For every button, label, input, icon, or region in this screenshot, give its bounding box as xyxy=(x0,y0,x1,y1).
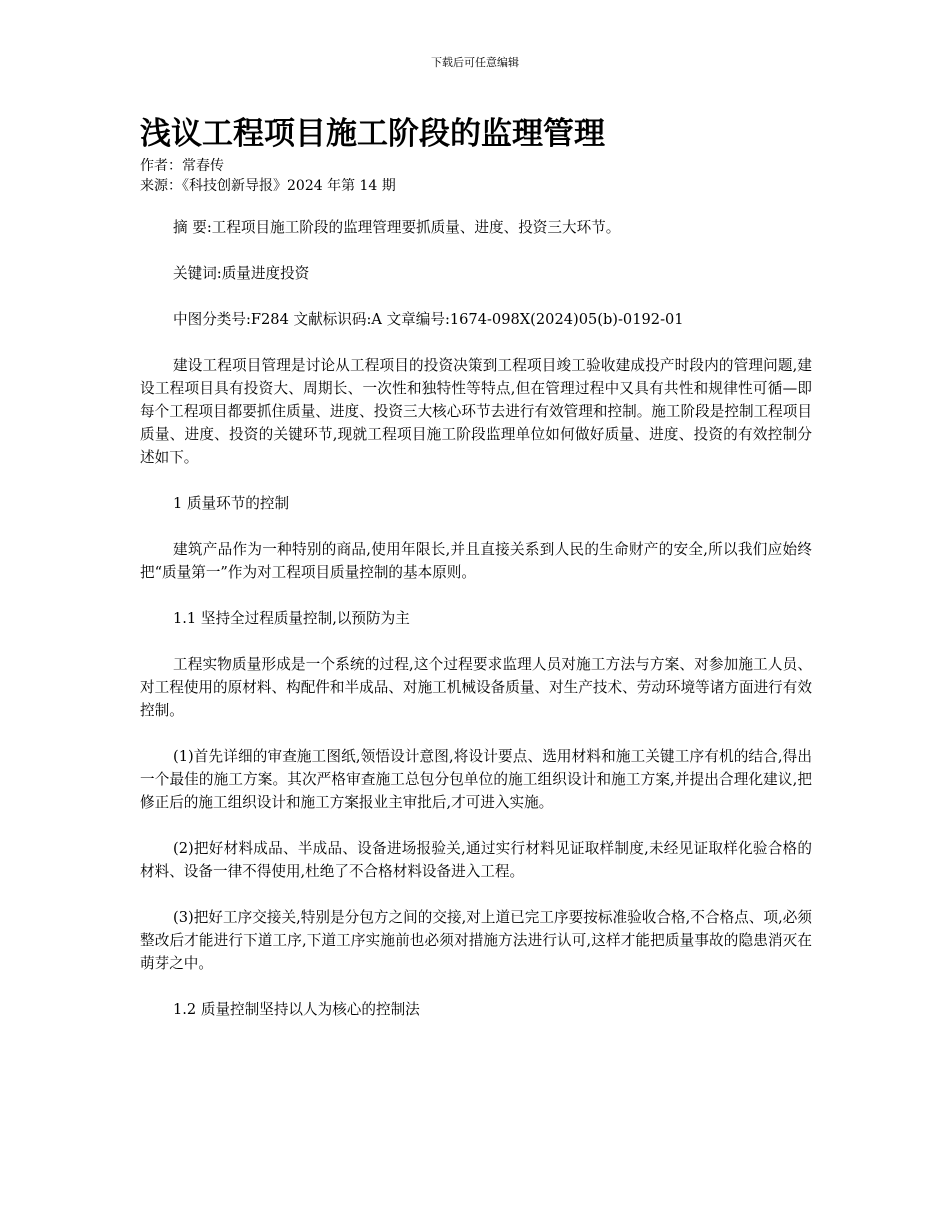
article-body xyxy=(140,112,812,1021)
source-line: 来源：《科技创新导报》2024 年第 14 期 xyxy=(140,178,396,194)
list-item-1: (1)首先详细的审查施工图纸,领悟设计意图,将设计要点、选用材料和施工关键工序有机的结合,得出一个最佳的施工方案。其次严格审查施工总包分包单位的施工组织设计和施工方案,并提出合理化建议,把修正后的施工组织设计和施工方案报业主审批后,才可进入实施。 xyxy=(140,748,812,811)
header-note: 下载后可任意编辑 xyxy=(431,56,519,69)
list-item-3: (3)把好工序交接关,特别是分包方之间的交接,对上道已完工序要按标准验收合格,不合格点、项,必须整改后才能进行下道工序,下道工序实施前也必须对措施方法进行认可,这样才能把质量事故的隐患消灭在萌芽之中。 xyxy=(140,909,812,972)
abstract: 摘 要:工程项目施工阶段的监理管理要抓质量、进度、投资三大环节。 xyxy=(173,219,621,236)
section-heading-1: 1 质量环节的控制 xyxy=(173,495,290,512)
author-line: 作者：常春传 xyxy=(140,158,224,174)
classification-line: 中图分类号:F284 文献标识码:A 文章编号:1674-098X(2024)05(b)-0192-01 xyxy=(173,311,684,328)
subsection-1-1-paragraph: 工程实物质量形成是一个系统的过程,这个过程要求监理人员对施工方法与方案、对参加施工人员、对工程使用的原材料、构配件和半成品、对施工机械设备质量、对生产技术、劳动环境等诸方面进行有效控制。 xyxy=(140,656,812,719)
list-item-2: (2)把好材料成品、半成品、设备进场报验关,通过实行材料见证取样制度,未经见证取样化验合格的材料、设备一律不得使用,杜绝了不合格材料设备进入工程。 xyxy=(140,840,812,880)
intro-paragraph: 建设工程项目管理是讨论从工程项目的投资决策到工程项目竣工验收建成投产时段内的管理问题,建设工程项目具有投资大、周期长、一次性和独特性等特点,但在管理过程中又具有共性和规律性可循—即每个工程项目都要抓住质量、进度、投资三大核心环节去进行有效管理和控制。施工阶段是控制工程项目质量、进度、投资的关键环节,现就工程项目施工阶段监理单位如何做好质量、进度、投资的有效控制分述如下。 xyxy=(140,357,812,466)
article-title: 浅议工程项目施工阶段的监理管理 xyxy=(140,116,605,152)
subsection-heading-1-1: 1.1 坚持全过程质量控制,以预防为主 xyxy=(173,610,410,627)
section-1-paragraph: 建筑产品作为一种特别的商品,使用年限长,并且直接关系到人民的生命财产的安全,所以我们应始终把“质量第一”作为对工程项目质量控制的基本原则。 xyxy=(140,541,812,581)
subsection-heading-1-2: 1.2 质量控制坚持以人为核心的控制法 xyxy=(173,1001,420,1018)
keywords: 关键词:质量进度投资 xyxy=(173,265,310,282)
